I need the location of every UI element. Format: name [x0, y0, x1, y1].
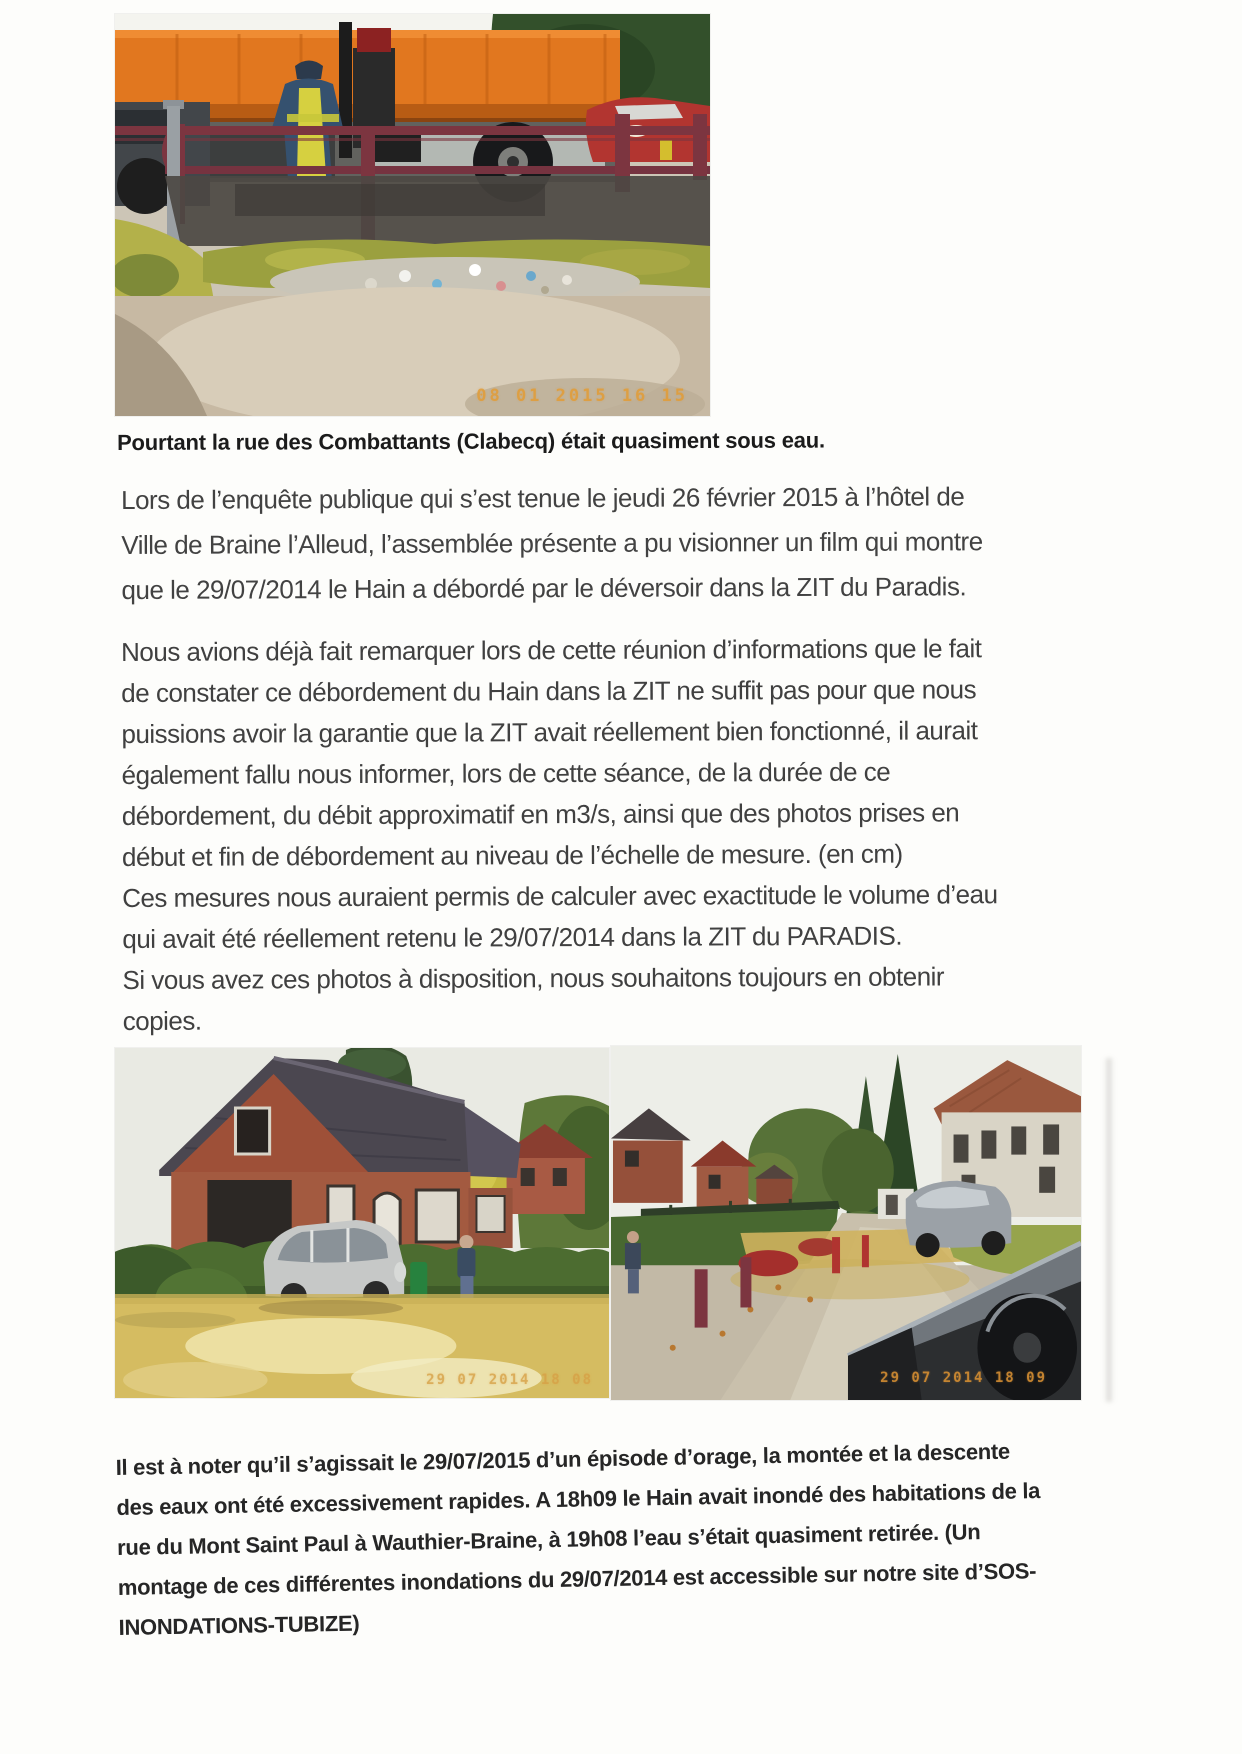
- paragraph-line: de constater ce débordement du Hain dans la ZIT ne suffit pas pour que nous: [121, 674, 977, 708]
- paragraph-line: début et fin de débordement au niveau de l’échelle de mesure. (en cm): [121, 838, 903, 872]
- photo-flooded-street-truck: [115, 14, 710, 416]
- paragraph-line: montage de ces différentes inondations du 29/07/2014 est accessible sur notre site d’SOS-: [117, 1558, 1037, 1601]
- paragraph-line: Ces mesures nous auraient permis de calculer avec exactitude le volume d’eau: [122, 879, 998, 913]
- paragraph-line: que le 29/07/2014 le Hain a débordé par le déversoir dans la ZIT du Paradis.: [121, 571, 967, 605]
- paragraph-line: Nous avions déjà fait remarquer lors de cette réunion d’informations que le fait: [121, 633, 982, 667]
- photo-timestamp: 29 07 2014 18 09: [880, 1370, 1047, 1386]
- paragraph-line: qui avait été réellement retenu le 29/07/2014 dans la ZIT du PARADIS.: [122, 920, 903, 954]
- photo-flooded-road-towtruck-art: [611, 1046, 1081, 1400]
- paragraph-line: Si vous avez ces photos à disposition, nous souhaitons toujours en obtenir: [122, 961, 945, 995]
- paragraph-line: puissions avoir la garantie que la ZIT avait réellement bien fonctionné, il aurait: [121, 715, 978, 749]
- paragraph-line: Ville de Braine l’Alleud, l’assemblée présente a pu visionner un film qui montre: [121, 526, 983, 560]
- photo-flooded-street-truck-art: [115, 14, 710, 416]
- photo-flooded-road-towtruck: [611, 1046, 1081, 1400]
- photo-flooded-house: [115, 1048, 609, 1398]
- paragraph-line: rue du Mont Saint Paul à Wauthier-Braine, à 19h08 l’eau s’était quasiment retirée. (Un: [116, 1519, 981, 1561]
- paragraph-storm-note: [115, 1431, 1042, 1648]
- paragraph-line: des eaux ont été excessivement rapides. A 18h09 le Hain avait inondé des habitations de la: [116, 1478, 1041, 1521]
- photo-flooded-house-art: [115, 1048, 609, 1398]
- paragraph-line: Il est à noter qu’il s’agissait le 29/07/2015 d’un épisode d’orage, la montée et la descente: [115, 1438, 1011, 1481]
- scanner-edge-shadow: [1104, 1058, 1114, 1402]
- paragraph-line: copies.: [122, 1005, 202, 1036]
- paragraph-public-inquiry: [121, 474, 983, 613]
- photo-caption: Pourtant la rue des Combattants (Clabecq) était quasiment sous eau.: [117, 427, 825, 455]
- paragraph-line: débordement, du débit approximatif en m3/s, ainsi que des photos prises en: [121, 797, 960, 831]
- paragraph-line: Lors de l’enquête publique qui s’est tenue le jeudi 26 février 2015 à l’hôtel de: [121, 481, 965, 515]
- paragraph-line: INONDATIONS-TUBIZE): [118, 1610, 360, 1641]
- paragraph-line: également fallu nous informer, lors de cette séance, de la durée de ce: [121, 756, 891, 790]
- paragraph-remarks: [121, 628, 998, 1042]
- photo-timestamp: 08 01 2015 16 15: [476, 386, 688, 406]
- photo-timestamp: 29 07 2014 18 08: [426, 1372, 593, 1388]
